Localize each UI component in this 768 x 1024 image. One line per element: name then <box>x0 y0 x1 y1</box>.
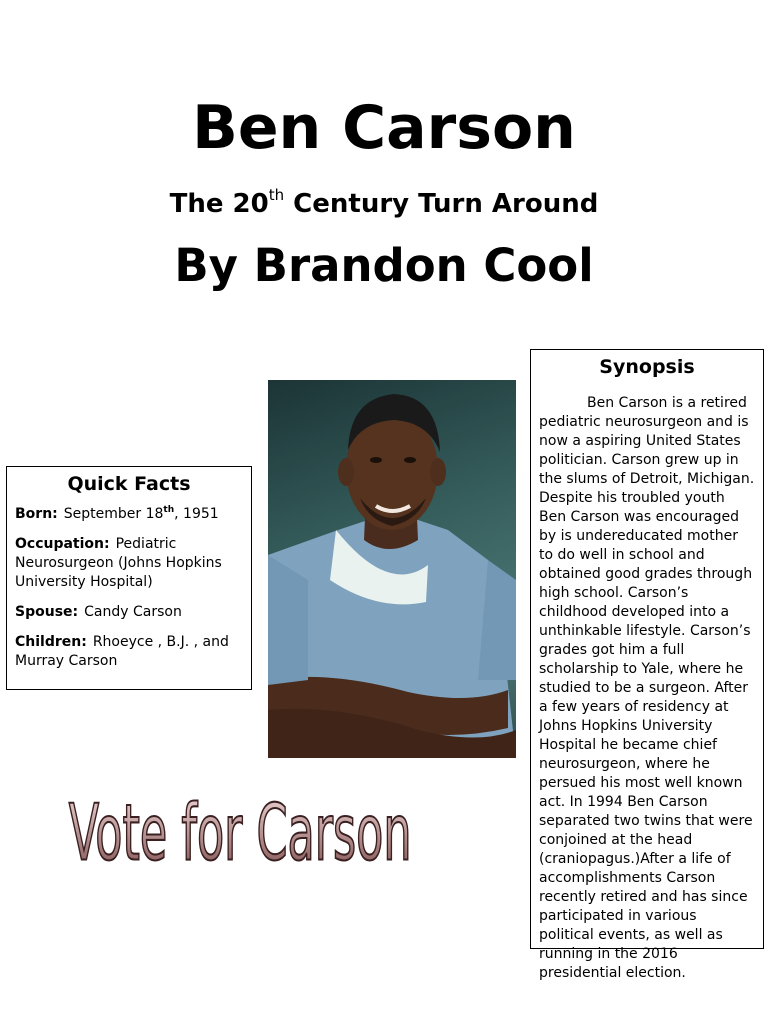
fact-children <box>15 633 243 671</box>
vote-for-carson-wordart <box>68 765 412 905</box>
wordart-text: Vote for Carson <box>68 787 412 879</box>
synopsis-text: Ben Carson is a retired pediatric neurosurgeon and is now a aspiring United States politician. Carson grew up in the slums of Detroit, Michigan. Despite his troubled youth Ben Carson was encouraged by is undereducated mother to do well in school and obtained good grades through high school. Carson’s childhood developed into a unthinkable lifestyle. Carson’s grades got him a full scholarship to Yale, where he studied to be a surgeon. After a few years of residency at Johns Hopkins University Hospital he became chief neurosurgeon, where he persued his most well known act. In 1994 Ben Carson separated two twins that were conjoined at the head (craniopagus.)After a life of accomplishments Carson recently retired and has since participated in various political events, as well as running in the 2016 presidential election. <box>539 395 755 981</box>
page-title: Ben Carson <box>192 93 576 163</box>
quick-facts-box <box>6 466 252 690</box>
fact-spouse-value: Candy Carson <box>84 604 182 620</box>
fact-born-label: Born: <box>15 506 58 522</box>
fact-born-year: , 1951 <box>174 506 219 522</box>
subtitle-text-rest: Century Turn Around <box>284 189 599 219</box>
synopsis-box <box>530 349 764 981</box>
author-byline: By Brandon Cool <box>174 239 594 292</box>
fact-occupation-value: Pediatric Neurosurgeon (Johns Hopkins University Hospital) <box>15 536 222 590</box>
fact-born <box>15 505 243 524</box>
quick-facts-heading: Quick Facts <box>67 473 191 495</box>
fact-spouse-label: Spouse: <box>15 604 79 620</box>
fact-born-superscript: th <box>163 505 175 515</box>
fact-born-value: September 18 <box>63 506 164 522</box>
subtitle-text: The 20 <box>169 189 269 219</box>
synopsis-heading: Synopsis <box>599 356 695 378</box>
fact-occupation-label: Occupation: <box>15 536 110 552</box>
fact-children-value: Rhoeyce , B.J. , and Murray Carson <box>15 634 229 669</box>
page-subtitle <box>0 186 768 222</box>
portrait-illustration <box>268 380 516 758</box>
subtitle-superscript: th <box>268 186 285 204</box>
fact-spouse <box>15 603 243 622</box>
fact-children-label: Children: <box>15 634 87 650</box>
portrait-photo <box>268 380 516 758</box>
fact-occupation <box>15 535 243 592</box>
